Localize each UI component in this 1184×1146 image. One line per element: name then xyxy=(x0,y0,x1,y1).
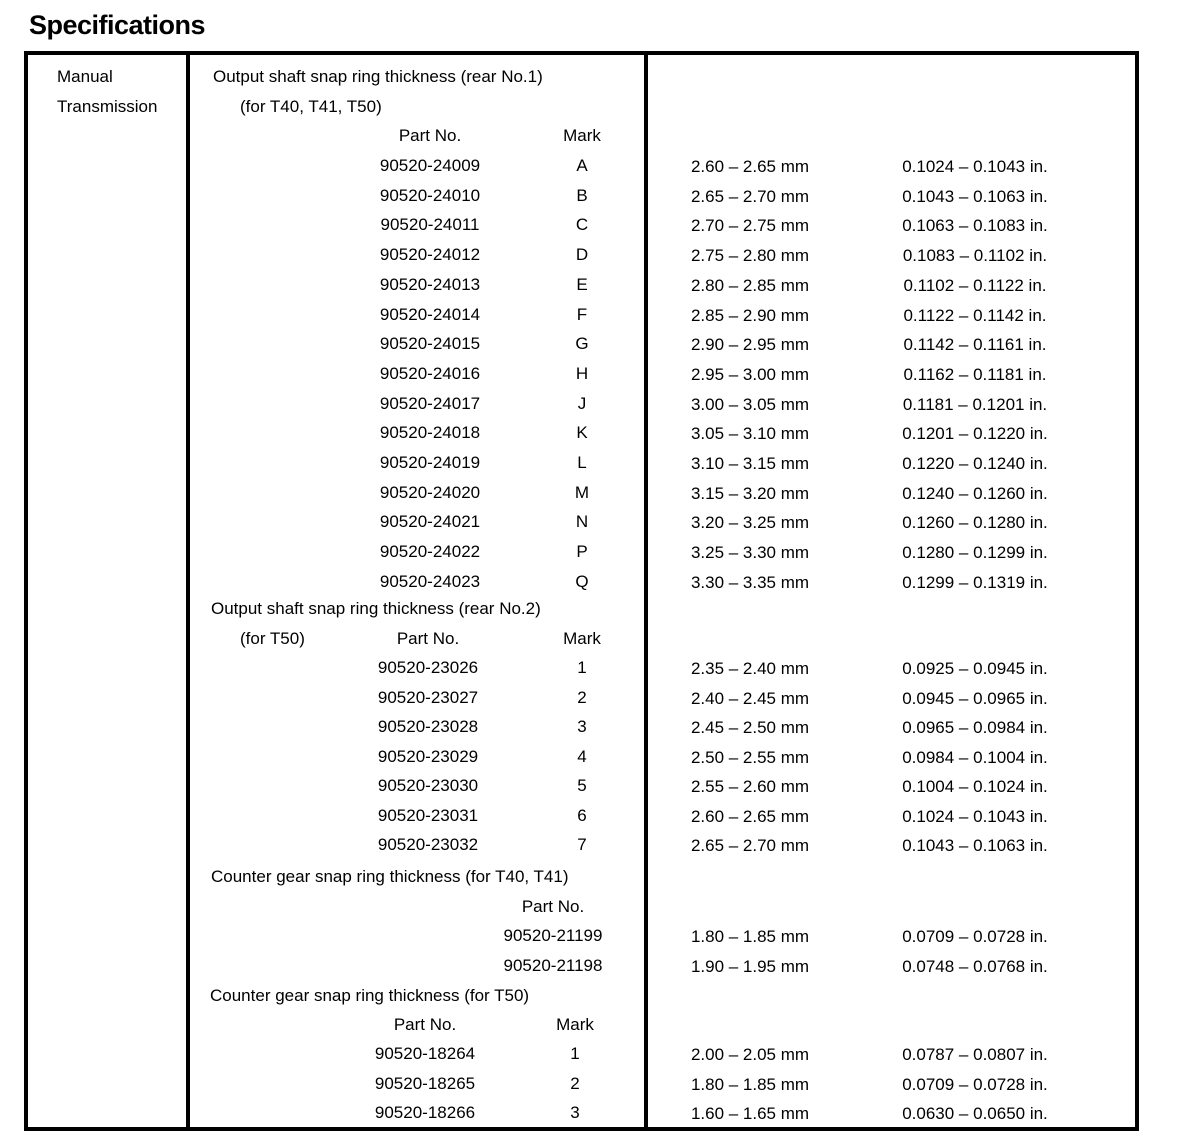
category-label-line2: Transmission xyxy=(57,97,158,116)
mark-value: N xyxy=(575,512,589,531)
mark-value: D xyxy=(575,245,589,264)
part-number: 90520-24010 xyxy=(379,186,481,205)
thickness-inch: 0.1201 – 0.1220 in. xyxy=(902,424,1048,443)
part-number: 90520-24009 xyxy=(379,156,481,175)
part-number: 90520-23030 xyxy=(377,776,479,795)
part-no-header: Part No. xyxy=(398,126,462,145)
part-number: 90520-24015 xyxy=(379,334,481,353)
part-number: 90520-23027 xyxy=(377,688,479,707)
thickness-inch: 0.1142 – 0.1161 in. xyxy=(903,335,1047,354)
part-number: 90520-24016 xyxy=(379,364,481,383)
thickness-inch: 0.0787 – 0.0807 in. xyxy=(902,1045,1048,1064)
thickness-mm: 3.25 – 3.30 mm xyxy=(690,543,810,562)
thickness-inch: 0.1024 – 0.1043 in. xyxy=(902,157,1048,176)
part-number: 90520-18266 xyxy=(374,1103,476,1122)
thickness-inch: 0.1280 – 0.1299 in. xyxy=(902,543,1048,562)
part-no-header: Part No. xyxy=(396,629,460,648)
thickness-inch: 0.0630 – 0.0650 in. xyxy=(902,1104,1048,1123)
mark-value: 4 xyxy=(577,747,587,766)
section-title: (for T40, T41, T50) xyxy=(240,97,382,116)
thickness-mm: 1.60 – 1.65 mm xyxy=(690,1104,810,1123)
thickness-inch: 0.1299 – 0.1319 in. xyxy=(902,573,1048,592)
mark-header: Mark xyxy=(563,126,601,145)
thickness-mm: 2.95 – 3.00 mm xyxy=(690,365,810,384)
thickness-mm: 2.70 – 2.75 mm xyxy=(690,216,810,235)
mark-value: 1 xyxy=(577,658,587,677)
section-title: Counter gear snap ring thickness (for T40, T41) xyxy=(211,867,569,886)
thickness-inch: 0.1162 – 0.1181 in. xyxy=(903,365,1047,384)
mark-value: E xyxy=(576,275,588,294)
mark-value: 2 xyxy=(577,688,587,707)
thickness-mm: 2.55 – 2.60 mm xyxy=(690,777,810,796)
thickness-mm: 2.80 – 2.85 mm xyxy=(690,276,810,295)
column-divider-values xyxy=(644,51,648,1131)
thickness-mm: 3.00 – 3.05 mm xyxy=(690,395,810,414)
thickness-inch: 0.1240 – 0.1260 in. xyxy=(902,484,1048,503)
thickness-inch: 0.1122 – 0.1142 in. xyxy=(903,306,1047,325)
thickness-mm: 3.30 – 3.35 mm xyxy=(690,573,810,592)
part-number: 90520-24020 xyxy=(379,483,481,502)
thickness-inch: 0.1083 – 0.1102 in. xyxy=(902,246,1048,265)
thickness-inch: 0.0945 – 0.0965 in. xyxy=(902,689,1048,708)
thickness-mm: 2.45 – 2.50 mm xyxy=(690,718,810,737)
thickness-mm: 2.50 – 2.55 mm xyxy=(690,748,810,767)
mark-value: 6 xyxy=(577,806,587,825)
part-number: 90520-24023 xyxy=(379,572,481,591)
thickness-mm: 3.05 – 3.10 mm xyxy=(690,424,810,443)
mark-value: A xyxy=(576,156,588,175)
part-number: 90520-23031 xyxy=(377,806,479,825)
part-number: 90520-23028 xyxy=(377,717,479,736)
thickness-mm: 1.80 – 1.85 mm xyxy=(690,927,810,946)
section-title: Output shaft snap ring thickness (rear No.1) xyxy=(213,67,543,86)
part-number: 90520-24013 xyxy=(379,275,481,294)
thickness-mm: 3.10 – 3.15 mm xyxy=(690,454,810,473)
part-number: 90520-24017 xyxy=(379,394,481,413)
part-no-header: Part No. xyxy=(393,1015,457,1034)
mark-value: 3 xyxy=(570,1103,580,1122)
thickness-inch: 0.0984 – 0.1004 in. xyxy=(902,748,1048,767)
part-no-header: Part No. xyxy=(521,897,585,916)
part-number: 90520-21198 xyxy=(503,956,603,975)
thickness-mm: 2.00 – 2.05 mm xyxy=(690,1045,810,1064)
part-number: 90520-24018 xyxy=(379,423,481,442)
thickness-mm: 2.90 – 2.95 mm xyxy=(690,335,810,354)
thickness-mm: 2.65 – 2.70 mm xyxy=(690,836,810,855)
thickness-inch: 0.1043 – 0.1063 in. xyxy=(902,187,1048,206)
thickness-mm: 1.90 – 1.95 mm xyxy=(690,957,810,976)
mark-value: 7 xyxy=(577,835,587,854)
mark-value: C xyxy=(575,215,589,234)
section-title: Output shaft snap ring thickness (rear No.2) xyxy=(211,599,541,618)
page-title: Specifications xyxy=(29,10,206,40)
section-title: Counter gear snap ring thickness (for T50) xyxy=(210,986,530,1005)
mark-value: Q xyxy=(575,572,589,591)
thickness-inch: 0.1260 – 0.1280 in. xyxy=(902,513,1048,532)
part-number: 90520-23029 xyxy=(377,747,479,766)
part-number: 90520-23026 xyxy=(377,658,479,677)
part-number: 90520-24012 xyxy=(379,245,481,264)
part-number: 90520-18265 xyxy=(374,1074,476,1093)
mark-value: 3 xyxy=(577,717,587,736)
part-number: 90520-18264 xyxy=(374,1044,476,1063)
mark-value: J xyxy=(577,394,587,413)
part-number: 90520-24019 xyxy=(379,453,481,472)
thickness-mm: 2.75 – 2.80 mm xyxy=(690,246,810,265)
thickness-mm: 3.20 – 3.25 mm xyxy=(690,513,810,532)
thickness-mm: 2.35 – 2.40 mm xyxy=(690,659,810,678)
category-label-line1: Manual xyxy=(57,67,113,86)
part-number: 90520-24021 xyxy=(379,512,481,531)
thickness-inch: 0.0709 – 0.0728 in. xyxy=(902,1075,1048,1094)
mark-header: Mark xyxy=(563,629,601,648)
mark-value: F xyxy=(576,305,588,324)
thickness-inch: 0.1181 – 0.1201 in. xyxy=(902,395,1048,414)
mark-value: G xyxy=(575,334,589,353)
thickness-mm: 2.65 – 2.70 mm xyxy=(690,187,810,206)
mark-value: H xyxy=(575,364,589,383)
part-number: 90520-24022 xyxy=(379,542,481,561)
thickness-inch: 0.0709 – 0.0728 in. xyxy=(902,927,1048,946)
part-number: 90520-24014 xyxy=(379,305,481,324)
thickness-inch: 0.0748 – 0.0768 in. xyxy=(902,957,1048,976)
thickness-inch: 0.0965 – 0.0984 in. xyxy=(902,718,1048,737)
mark-value: P xyxy=(576,542,588,561)
thickness-mm: 3.15 – 3.20 mm xyxy=(690,484,810,503)
thickness-mm: 1.80 – 1.85 mm xyxy=(690,1075,810,1094)
mark-value: M xyxy=(574,483,590,502)
mark-value: 2 xyxy=(570,1074,580,1093)
column-divider-category xyxy=(186,51,190,1131)
part-number: 90520-23032 xyxy=(377,835,479,854)
section-title: (for T50) xyxy=(240,629,305,648)
mark-value: 1 xyxy=(570,1044,580,1063)
mark-value: B xyxy=(576,186,588,205)
thickness-mm: 2.85 – 2.90 mm xyxy=(690,306,810,325)
thickness-mm: 2.40 – 2.45 mm xyxy=(690,689,810,708)
thickness-mm: 2.60 – 2.65 mm xyxy=(690,807,810,826)
part-number: 90520-24011 xyxy=(380,215,480,234)
part-number: 90520-21199 xyxy=(503,926,603,945)
mark-value: 5 xyxy=(577,776,587,795)
thickness-inch: 0.1102 – 0.1122 in. xyxy=(903,276,1047,295)
thickness-inch: 0.1220 – 0.1240 in. xyxy=(902,454,1048,473)
thickness-inch: 0.0925 – 0.0945 in. xyxy=(902,659,1048,678)
thickness-inch: 0.1063 – 0.1083 in. xyxy=(902,216,1048,235)
mark-value: L xyxy=(577,453,587,472)
thickness-mm: 2.60 – 2.65 mm xyxy=(690,157,810,176)
thickness-inch: 0.1004 – 0.1024 in. xyxy=(902,777,1048,796)
thickness-inch: 0.1024 – 0.1043 in. xyxy=(902,807,1048,826)
thickness-inch: 0.1043 – 0.1063 in. xyxy=(902,836,1048,855)
mark-header: Mark xyxy=(556,1015,594,1034)
mark-value: K xyxy=(576,423,588,442)
